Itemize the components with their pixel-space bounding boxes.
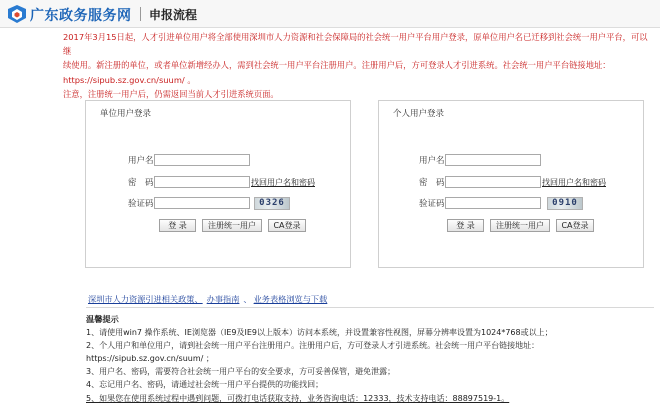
unit-username-input[interactable]	[154, 154, 250, 166]
personal-ca-login-button[interactable]: CA登录	[556, 219, 594, 232]
notice-line: 注意，注册统一用户后，仍需返回当前人才引进系统页面。	[63, 88, 279, 99]
download-link[interactable]: 业务表格浏览与下载	[253, 294, 328, 304]
unit-username-row	[86, 154, 350, 168]
site-name[interactable]: 广东政务服务网	[30, 8, 132, 24]
guide-link[interactable]: 办事指南	[206, 294, 240, 304]
tips-section	[86, 313, 656, 405]
unit-forgot-link[interactable]: 找回用户名和密码	[251, 178, 315, 187]
captcha-label: 验证码	[128, 199, 154, 209]
policy-link[interactable]: 深圳市人力资源引进相关政策、	[88, 294, 203, 304]
unit-captcha-image[interactable]: 0326	[254, 197, 290, 210]
personal-forgot-link[interactable]: 找回用户名和密码	[542, 178, 606, 187]
unit-register-button[interactable]: 注册统一用户	[202, 219, 262, 232]
personal-username-row	[379, 154, 643, 168]
tip-item: https://sipub.sz.gov.cn/suum/ ；	[86, 354, 214, 364]
notice-line: 2017年3月15日起，人才引进单位用户将全部使用深圳市人力资源和社会保障局的社会统一用户平台用户登录，原单位用户名已迁移到社会统一用户平台，可以继	[63, 32, 648, 57]
tip-item: 1、请使用win7 操作系统、IE浏览器（IE9及IE9以上版本）访问本系统，并设置兼容性视图，屏幕分辨率设置为1024*768或以上；	[86, 328, 553, 338]
link-separator: 、	[243, 294, 252, 304]
personal-login-title: 个人用户登录	[393, 109, 445, 119]
unit-login-panel	[85, 100, 351, 268]
password-label: 密 码	[128, 178, 154, 188]
notice-line: https://sipub.sz.gov.cn/suum/ 。	[63, 74, 196, 85]
unit-captcha-row	[86, 197, 350, 211]
unit-captcha-input[interactable]	[154, 197, 250, 209]
divider	[86, 307, 654, 308]
unit-login-button[interactable]: 登 录	[159, 219, 196, 232]
site-header	[0, 0, 660, 28]
header-divider	[140, 7, 141, 21]
unit-password-input[interactable]	[154, 176, 250, 188]
unit-button-row	[86, 219, 350, 233]
personal-login-panel	[378, 100, 644, 268]
notice-line: 续使用。新注册的单位，或者单位新增经办人，需到社会统一用户平台注册用户。注册用户后，方可登录人才引进系统。社会统一用户平台链接地址：	[63, 60, 611, 71]
password-label: 密 码	[419, 178, 445, 188]
unit-ca-login-button[interactable]: CA登录	[268, 219, 306, 232]
captcha-label: 验证码	[419, 199, 445, 209]
personal-register-button[interactable]: 注册统一用户	[490, 219, 550, 232]
personal-password-input[interactable]	[445, 176, 541, 188]
login-notice	[63, 30, 655, 101]
logo-icon	[6, 4, 28, 24]
tip-item: 2、个人用户和单位用户，请到社会统一用户平台注册用户。注册用户后，方可登录人才引进系统。社会统一用户平台链接地址：	[86, 341, 540, 351]
unit-password-row	[86, 176, 350, 190]
personal-password-row	[379, 176, 643, 190]
personal-captcha-row	[379, 197, 643, 211]
username-label: 用户名	[128, 156, 154, 166]
personal-login-button[interactable]: 登 录	[447, 219, 484, 232]
personal-captcha-image[interactable]: 0910	[547, 197, 583, 210]
username-label: 用户名	[419, 156, 445, 166]
tips-title: 温馨提示	[86, 314, 119, 324]
unit-login-title: 单位用户登录	[100, 109, 152, 119]
personal-captcha-input[interactable]	[445, 197, 541, 209]
tip-item: 4、忘记用户名、密码，请通过社会统一用户平台提供的功能找回；	[86, 380, 324, 390]
tip-item: 5、如果您在使用系统过程中遇到问题，可拨打电话获取支持，业务咨询电话：12333，技术支持电话：88897519-1。	[86, 393, 510, 403]
personal-button-row	[379, 219, 643, 233]
page-title: 申报流程	[149, 8, 198, 22]
resource-links	[88, 294, 331, 305]
tip-item: 3、用户名、密码，需要符合社会统一用户平台的安全要求，方可妥善保管，避免泄露；	[86, 367, 396, 377]
personal-username-input[interactable]	[445, 154, 541, 166]
